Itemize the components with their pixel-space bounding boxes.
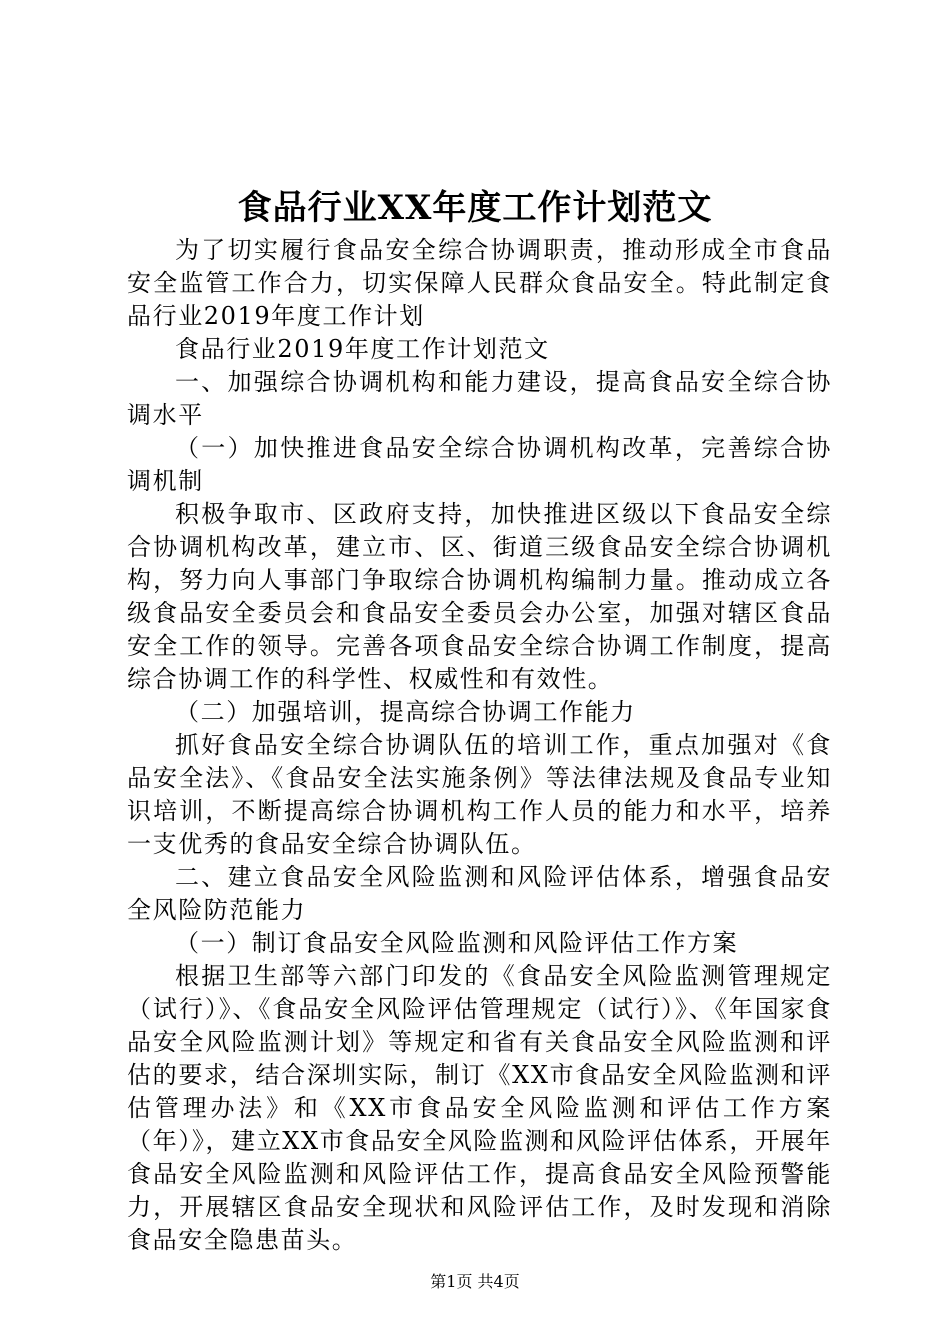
page-footer: 第1页 共4页 bbox=[430, 1272, 520, 1291]
section-heading-2: 二、建立食品安全风险监测和风险评估体系，增强食品安全风险防范能力 bbox=[127, 863, 832, 924]
intro-paragraph: 为了切实履行食品安全综合协调职责，推动形成全市食品安全监管工作合力，切实保障人民群众食品安全。特此制定食品行业2019年度工作计划 bbox=[127, 236, 832, 330]
subsection-heading-1-2: （二）加强培训，提高综合协调工作能力 bbox=[175, 698, 636, 726]
document-title: 食品行业XX年度工作计划范文 bbox=[237, 188, 713, 228]
body-paragraph: 抓好食品安全综合协调队伍的培训工作，重点加强对《食品安全法》、《食品安全法实施条例》等法律法规及食品专业知识培训，不断提高综合协调机构工作人员的能力和水平，培养一支优秀的食品安全综合协调队伍。 bbox=[127, 731, 832, 858]
body-paragraph: 根据卫生部等六部门印发的《食品安全风险监测管理规定（试行）》、《食品安全风险评估管理规定（试行）》、《年国家食品安全风险监测计划》等规定和省有关食品安全风险监测和评估的要求，结合深圳实际，制订《XX市食品安全风险监测和评估管理办法》和《XX市食品安全风险监测和评估工作方案（年）》，建立XX市食品安全风险监测和风险评估体系，开展年食品安全风险监测和风险评估工作，提高食品安全风险预警能力，开展辖区食品安全现状和风险评估工作，及时发现和消除食品安全隐患苗头。 bbox=[127, 962, 832, 1254]
subtitle-line: 食品行业2019年度工作计划范文 bbox=[175, 335, 550, 363]
body-paragraph: 积极争取市、区政府支持，加快推进区级以下食品安全综合协调机构改革，建立市、区、街道三级食品安全综合协调机构，努力向人事部门争取综合协调机构编制力量。推动成立各级食品安全委员会和食品安全委员会办公室，加强对辖区食品安全工作的领导。完善各项食品安全综合协调工作制度，提高综合协调工作的科学性、权威性和有效性。 bbox=[127, 500, 832, 693]
document-body bbox=[127, 234, 832, 1257]
subsection-heading-1-1: （一）加快推进食品安全综合协调机构改革，完善综合协调机制 bbox=[127, 434, 832, 495]
subsection-heading-2-1: （一）制订食品安全风险监测和风险评估工作方案 bbox=[175, 929, 739, 957]
section-heading-1: 一、加强综合协调机构和能力建设，提高食品安全综合协调水平 bbox=[127, 368, 832, 429]
